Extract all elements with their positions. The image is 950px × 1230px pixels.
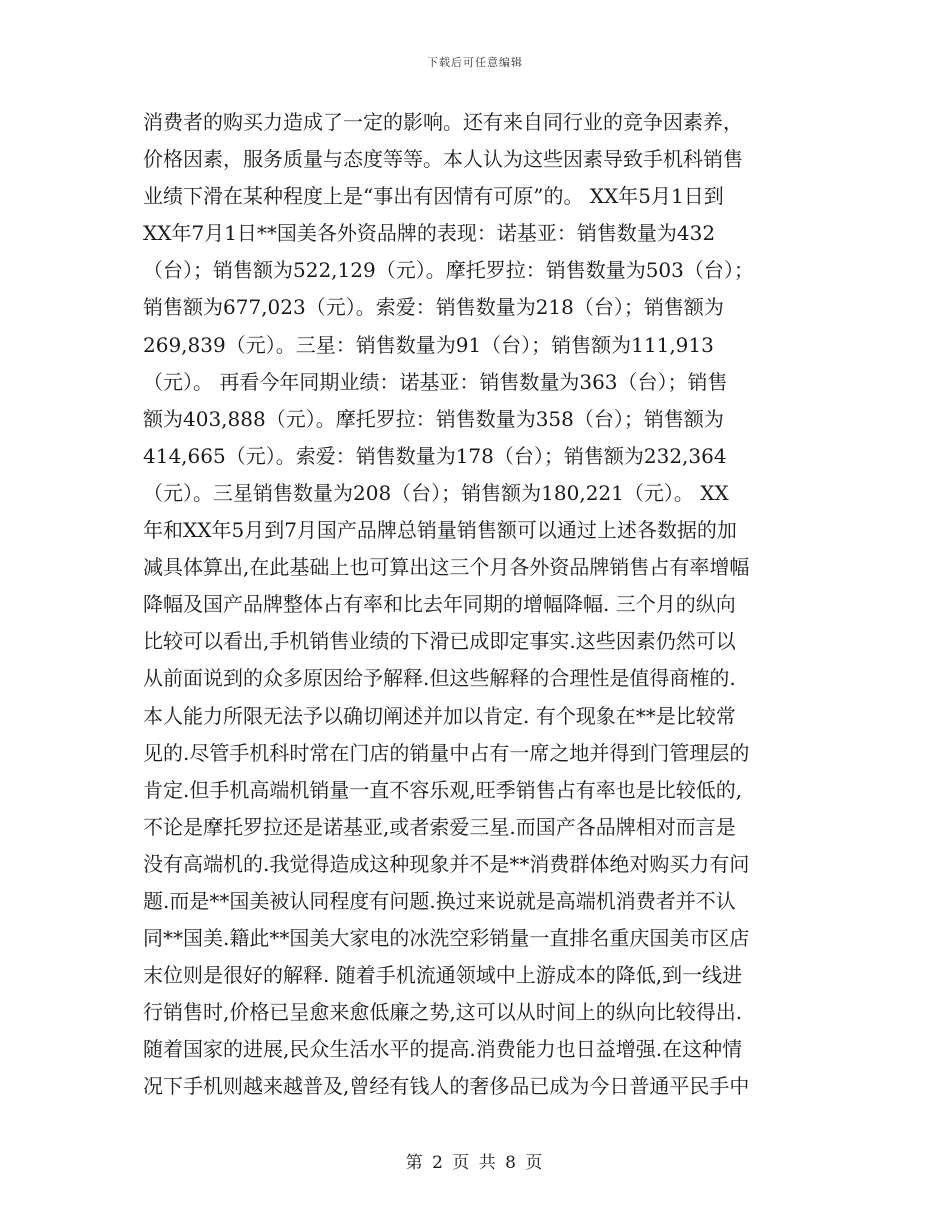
text-line: 末位则是很好的解释. 随着手机流通领域中上游成本的降低,到一线进 [143, 963, 743, 988]
page-number-footer: 第 2 页 共 8 页 [405, 1153, 545, 1173]
text-line: 降幅及国产品牌整体占有率和比去年同期的增幅降幅. 三个月的纵向 [143, 592, 736, 617]
page-header: 下载后可任意编辑 [427, 56, 523, 69]
text-line: 肯定.但手机高端机销量一直不容乐观,旺季销售占有率也是比较低的, [143, 777, 743, 802]
text-line: 见的.尽管手机科时常在门店的销量中占有一席之地并得到门管理层的 [143, 740, 750, 765]
text-line: 414,665（元）。索爱：销售数量为178（台）；销售额为232,364 [143, 443, 727, 468]
text-line: 消费者的购买力造成了一定的影响。还有来自同行业的竞争因素养， [143, 110, 743, 134]
text-line: 额为403,888（元）。摩托罗拉：销售数量为358（台）；销售额为 [143, 406, 724, 431]
text-line: 销售额为677,023（元）。索爱：销售数量为218（台）；销售额为 [143, 295, 724, 320]
text-line: 没有高端机的.我觉得造成这种现象并不是**消费群体绝对购买力有问 [143, 851, 750, 876]
text-line: XX年7月1日**国美各外资品牌的表现：诺基亚：销售数量为432 [143, 221, 716, 246]
text-line: 题.而是**国美被认同程度有问题.换过来说就是高端机消费者并不认 [143, 888, 736, 913]
text-line: （元）。 再看今年同期业绩：诺基亚：销售数量为363（台）；销售 [143, 369, 728, 394]
text-line: 不论是摩托罗拉还是诺基亚,或者索爱三星.而国产各品牌相对而言是 [143, 814, 736, 839]
text-line: 减具体算出,在此基础上也可算出这三个月各外资品牌销售占有率增幅 [143, 555, 750, 580]
text-line: 随着国家的进展,民众生活水平的提高.消费能力也日益增强.在这种情 [143, 1037, 743, 1062]
text-line: 年和XX年5月到7月国产品牌总销量销售额可以通过上述各数据的加 [143, 518, 737, 543]
document-body [143, 104, 811, 1106]
text-line: 况下手机则越来越普及,曾经有钱人的奢侈品已成为今日普通平民手中 [143, 1074, 750, 1099]
text-line: 比较可以看出,手机销售业绩的下滑已成即定事实.这些因素仍然可以 [143, 629, 736, 654]
text-line: 业绩下滑在某种程度上是“事出有因情有可原”的。 XX年5月1日到 [143, 184, 724, 209]
text-line: （台）；销售额为522,129（元）。摩托罗拉：销售数量为503（台）； [143, 258, 754, 283]
text-line: 本人能力所限无法予以确切阐述并加以肯定. 有个现象在**是比较常 [143, 703, 736, 728]
text-line: （元）。三星销售数量为208（台）；销售额为180,221（元）。 XX [143, 480, 729, 505]
text-line: 从前面说到的众多原因给予解释.但这些解释的合理性是值得商榷的. [143, 666, 736, 691]
text-line: 价格因素，服务质量与态度等等。本人认为这些因素导致手机科销售 [143, 147, 743, 172]
text-line: 同**国美.籍此**国美大家电的冰洗空彩销量一直排名重庆国美市区店 [143, 926, 750, 951]
text-line: 行销售时,价格已呈愈来愈低廉之势,这可以从时间上的纵向比较得出. [143, 1000, 743, 1025]
text-line: 269,839（元）。三星：销售数量为91（台）；销售额为111,913 [143, 332, 714, 357]
